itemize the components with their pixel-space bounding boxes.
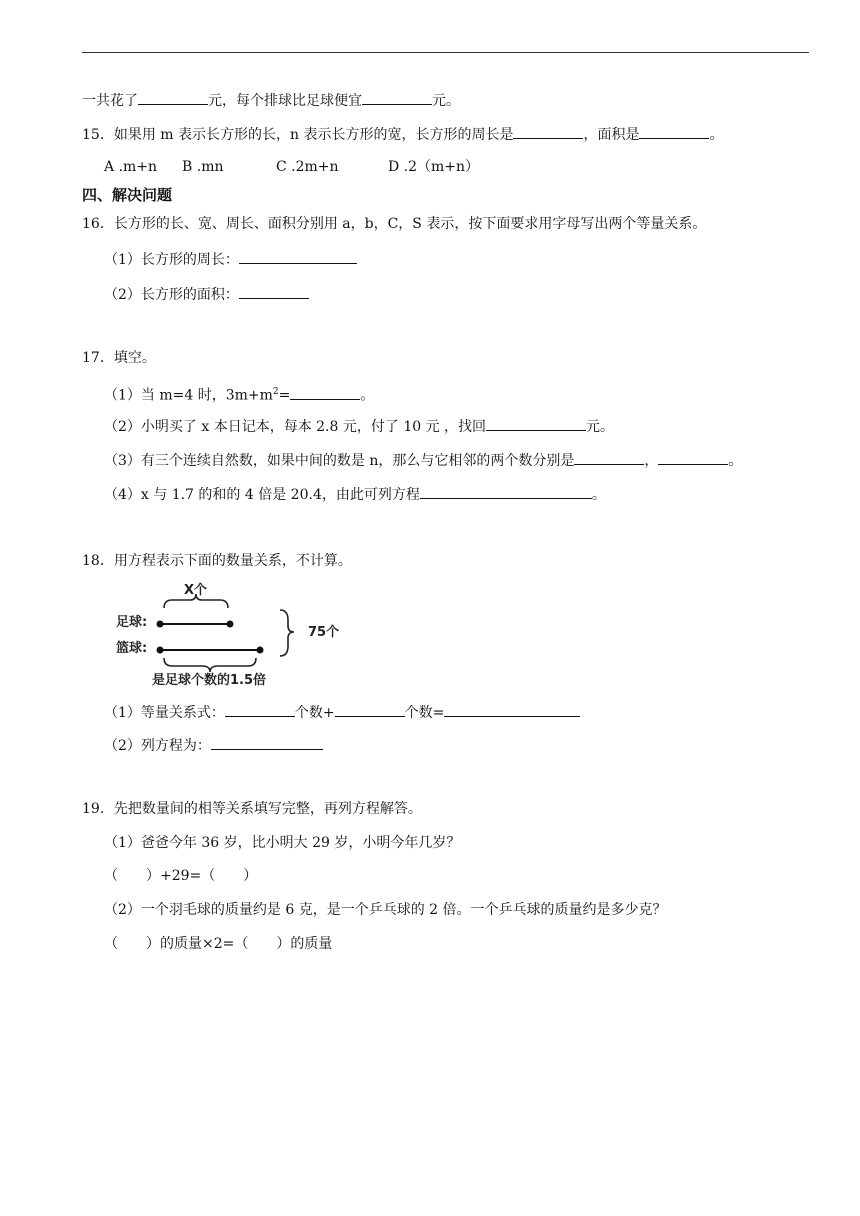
q14-text: 一共花了 [82, 93, 138, 109]
basketball-start-dot [157, 647, 164, 654]
q15-stem [82, 124, 723, 144]
q14-continuation [82, 90, 460, 110]
q17-sub2-text: 元。 [586, 419, 615, 435]
answer-blank[interactable] [362, 90, 432, 105]
answer-blank[interactable] [574, 450, 644, 465]
ratio-note: 是足球个数的1.5倍 [152, 673, 267, 688]
basketball-label: 篮球: [116, 641, 148, 656]
q17-sub4-text: （4）x 与 1.7 的和的 4 倍是 20.4，由此可列方程 [104, 487, 420, 503]
football-start-dot [157, 621, 164, 628]
q16-stem [82, 215, 706, 233]
answer-blank[interactable] [239, 249, 357, 264]
question-number: 16． [82, 216, 114, 232]
q15-text: ，面积是 [583, 127, 640, 143]
total-label: 75个 [308, 625, 340, 640]
top-brace [164, 594, 228, 608]
option-c[interactable]: C .2m+n [276, 159, 339, 175]
q17-sub1-text: = [278, 387, 291, 404]
answer-blank[interactable] [420, 484, 592, 499]
q19-text: 先把数量间的相等关系填写完整，再列方程解答。 [113, 801, 422, 817]
q16-sub1-text: （1）长方形的周长： [104, 252, 239, 268]
q17-sub4 [104, 484, 606, 504]
answer-blank[interactable] [211, 735, 323, 750]
option-a[interactable]: A .m+n [104, 159, 158, 175]
q14-text: 元，每个排球比足球便宜 [208, 93, 362, 109]
answer-blank[interactable] [513, 124, 583, 139]
q16-sub1 [104, 249, 357, 269]
q19-sub2-equation[interactable]: （ ）的质量×2=（ ）的质量 [104, 936, 333, 952]
q17-sub1 [104, 383, 374, 405]
q17-stem [82, 349, 156, 367]
q17-text: 填空。 [113, 350, 156, 366]
q14-text: 元。 [432, 93, 460, 109]
q18-text: 用方程表示下面的数量关系，不计算。 [113, 553, 352, 569]
answer-blank[interactable] [239, 284, 309, 299]
q19-sub1: （1）爸爸今年 36 岁，比小明大 29 岁，小明今年几岁？ [104, 835, 461, 851]
q16-text: 长方形的长、宽、周长、面积分别用 a，b，C，S 表示，按下面要求用字母写出两个等量关系。 [113, 216, 707, 232]
x-label: X个 [184, 583, 208, 598]
q18-sub1-text: （1）等量关系式： [104, 705, 225, 721]
answer-blank[interactable] [658, 450, 728, 465]
option-d[interactable]: D .2（m+n） [388, 159, 480, 175]
q17-sub3-text: ， [644, 453, 659, 469]
option-b[interactable]: B .mn [182, 159, 224, 175]
football-label: 足球: [116, 615, 148, 630]
answer-blank[interactable] [335, 702, 405, 717]
q18-sub2-text: （2）列方程为： [104, 738, 211, 754]
answer-blank[interactable] [639, 124, 709, 139]
q18-stem [82, 552, 352, 570]
q18-sub1-text: 个数= [404, 705, 445, 721]
q17-sub3 [104, 450, 742, 470]
answer-blank[interactable] [444, 702, 580, 717]
answer-blank[interactable] [138, 90, 208, 105]
answer-blank[interactable] [486, 416, 586, 431]
q16-sub2 [104, 284, 309, 304]
q18-sub2 [104, 735, 323, 755]
q19-sub2: （2）一个羽毛球的质量约是 6 克，是一个乒乓球的 2 倍。一个乒乓球的质量约是多少克？ [104, 902, 667, 918]
right-brace [280, 610, 294, 656]
q16-sub2-text: （2）长方形的面积： [104, 287, 239, 303]
bottom-brace [164, 658, 256, 672]
q18-sub1-text: 个数+ [294, 705, 335, 721]
section-heading: 四、解决问题 [82, 186, 173, 204]
q17-sub3-text: （3）有三个连续自然数，如果中间的数是 n，那么与它相邻的两个数分别是 [104, 453, 575, 469]
answer-blank[interactable] [225, 702, 295, 717]
basketball-end-dot [257, 647, 264, 654]
q17-sub1-text: （1）当 m=4 时，3m+m [104, 387, 273, 404]
q15-text: 。 [709, 127, 724, 143]
q18-sub1 [104, 702, 580, 722]
question-number: 15． [82, 127, 114, 143]
q15-text: 如果用 m 表示长方形的长，n 表示长方形的宽，长方形的周长是 [113, 127, 514, 143]
football-end-dot [227, 621, 234, 628]
header-rule [82, 52, 809, 53]
q17-sub2 [104, 416, 614, 436]
question-number: 17． [82, 350, 114, 366]
question-number: 18． [82, 553, 114, 569]
q17-sub3-text: 。 [728, 453, 743, 469]
q17-sub2-text: （2）小明买了 x 本日记本，每本 2.8 元，付了 10 元 ，找回 [104, 419, 487, 435]
question-number: 19． [82, 801, 114, 817]
q17-sub1-text: 。 [360, 387, 375, 404]
q17-sub4-text: 。 [591, 487, 606, 503]
superscript: 2 [272, 387, 279, 397]
q19-sub1-equation[interactable]: （ ）+29=（ ） [104, 868, 258, 884]
segment-diagram [112, 580, 352, 688]
answer-blank[interactable] [290, 385, 360, 400]
q19-stem [82, 800, 422, 818]
